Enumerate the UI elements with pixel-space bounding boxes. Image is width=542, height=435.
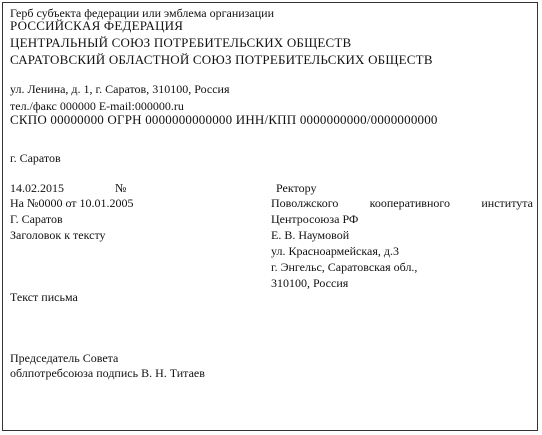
- text-heading: Заголовок к тексту: [10, 228, 106, 242]
- addressee-institute-word: института: [481, 196, 533, 210]
- org-parent-name: ЦЕНТРАЛЬНЫЙ СОЮЗ ПОТРЕБИТЕЛЬСКИХ ОБЩЕСТВ: [10, 35, 352, 50]
- reference-city: Г. Саратов: [10, 212, 63, 226]
- emblem-caption: Герб субъекта федерации или эмблема организации: [10, 6, 275, 20]
- org-name: САРАТОВСКИЙ ОБЛАСТНОЙ СОЮЗ ПОТРЕБИТЕЛЬСКИХ ОБЩЕСТВ: [10, 52, 433, 67]
- signatory-position: Председатель Совета: [10, 351, 119, 365]
- addressee-institute-line2: Центросоюза РФ: [271, 212, 359, 226]
- addressee-zip: 310100, Россия: [271, 276, 349, 290]
- org-contacts: тел./факс 000000 E-mail:000000.ru: [10, 99, 184, 113]
- letter-body-text: Текст письма: [10, 290, 78, 304]
- signature-line: облпотребсоюза подпись В. Н. Титаев: [10, 366, 205, 380]
- letter-blank: [2, 2, 538, 431]
- document-number-sign: №: [115, 181, 127, 195]
- addressee-name: Е. В. Наумовой: [271, 228, 350, 242]
- addressee-street: ул. Красноармейская, д.3: [271, 244, 399, 258]
- reference-number: На №0000 от 10.01.2005: [10, 196, 134, 210]
- addressee-institute-word: кооперативного: [369, 196, 451, 210]
- org-codes: СКПО 00000000 ОГРН 0000000000000 ИНН/КПП 0000000000/0000000000: [10, 112, 438, 127]
- addressee-city: г. Энгельс, Саратовская обл.,: [271, 260, 418, 274]
- org-address: ул. Ленина, д. 1, г. Саратов, 310100, Россия: [10, 82, 230, 96]
- addressee-title: Ректору: [276, 181, 317, 195]
- country-name: РОССИЙСКАЯ ФЕДЕРАЦИЯ: [10, 18, 184, 33]
- addressee-institute-line: [271, 196, 533, 210]
- document-date: 14.02.2015: [10, 181, 64, 195]
- addressee-institute-word: Поволжского: [271, 196, 339, 210]
- compilation-place: г. Саратов: [10, 151, 61, 165]
